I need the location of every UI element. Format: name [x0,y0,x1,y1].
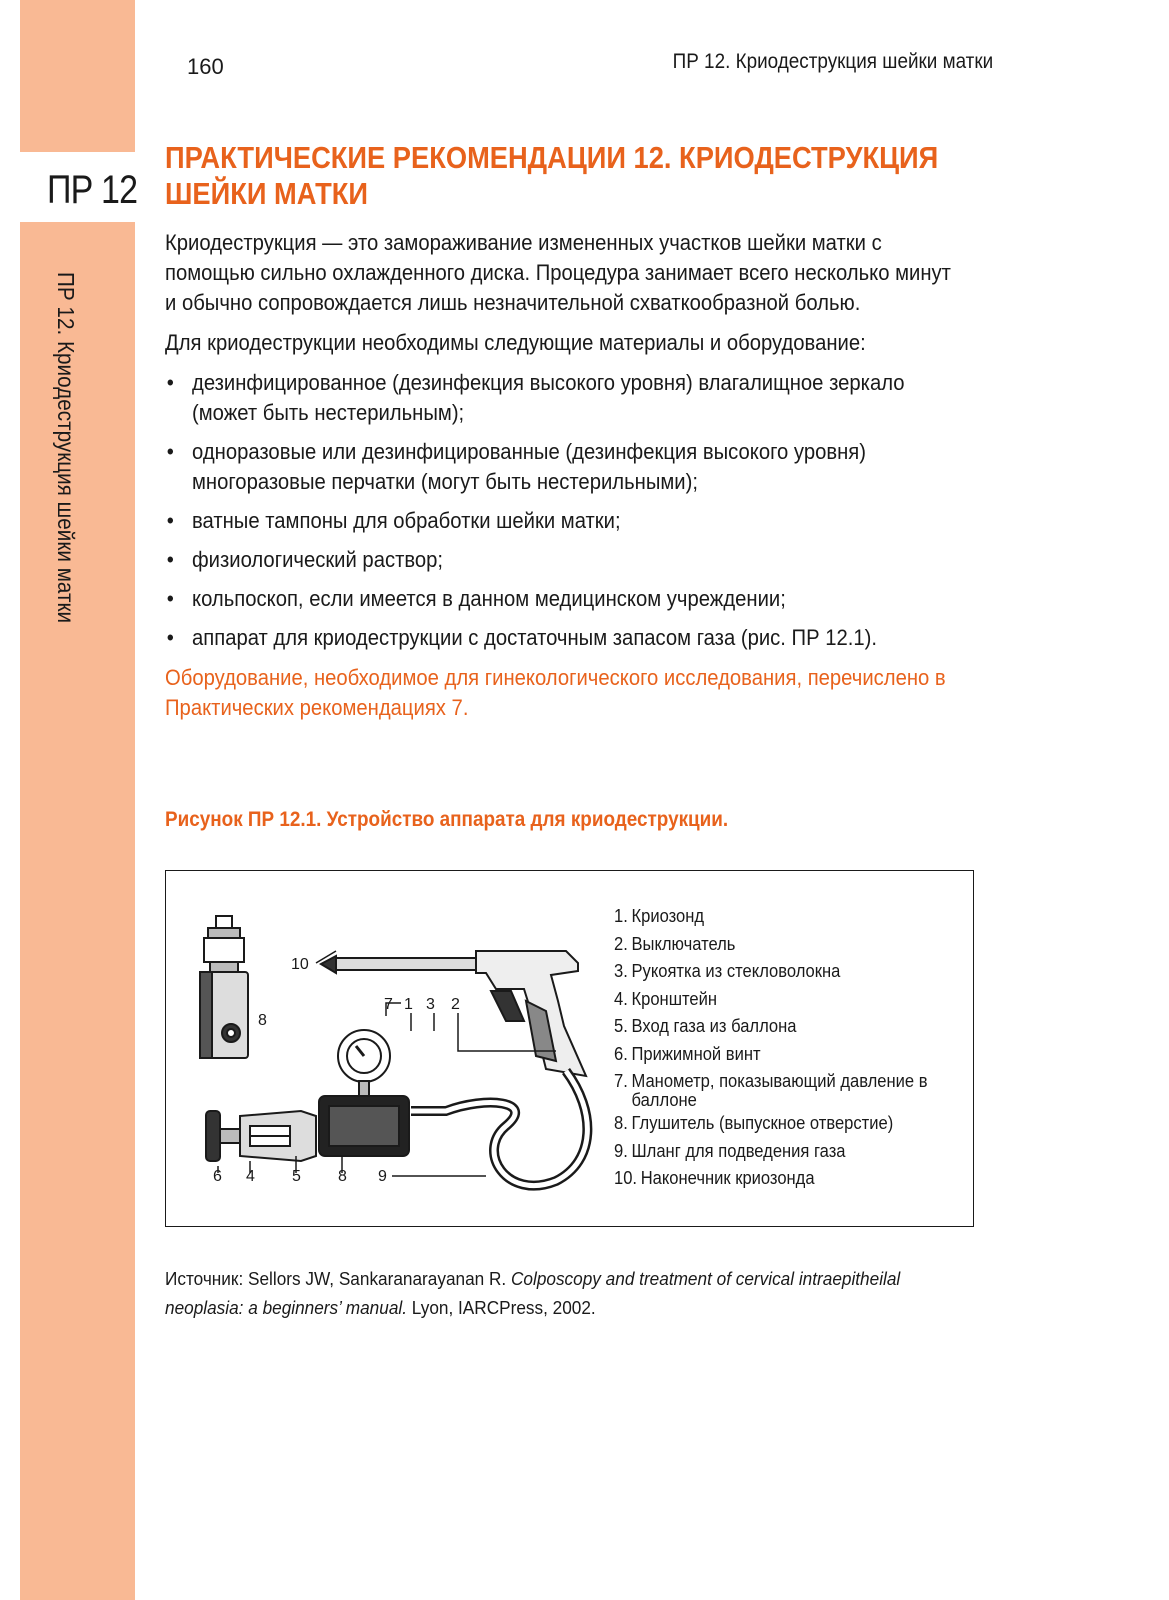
label-5: 5 [292,1168,301,1185]
label-10: 10 [291,956,309,973]
legend-item: 5. Вход газа из баллона [614,1016,797,1036]
figure-frame [165,870,974,1227]
bullet-icon: • [166,370,174,395]
pressure-gauge-icon [338,1030,390,1097]
intro-paragraph: Криодеструкция — это замораживание измененных участков шейки матки с помощью сильно охлажденного диска. Процедура занимает всего несколько минут и обычно сопровождается лишь незначительной схваткообразной болью. [165,230,951,315]
exam-equipment-note: Оборудование, необходимое для гинекологического исследования, перечислено в Практических рекомендациях 7. [165,665,946,720]
gas-cylinder-valve-icon [200,916,248,1058]
legend-item: 1. Криозонд [614,906,705,926]
label-4: 4 [246,1168,255,1185]
label-3: 3 [426,996,435,1013]
figure-legend [614,903,964,1193]
figure-caption: Рисунок ПР 12.1. Устройство аппарата для криодеструкции. [165,808,729,831]
list-item: • одноразовые или дезинфицированные (дезинфекция высокого уровня) многоразовые перчатки (могут быть нестерильными); [166,439,867,494]
label-7: 7 [384,996,393,1013]
page-number: 160 [187,54,224,79]
bullet-icon: • [166,508,174,533]
equipment-list [165,368,966,653]
list-item: • кольпоскоп, если имеется в данном медицинском учреждении; [165,584,966,614]
list-item: • физиологический раствор; [165,545,966,575]
label-8-top: 8 [258,1012,267,1029]
list-intro: Для криодеструкции необходимы следующие материалы и оборудование: [165,330,866,355]
bullet-icon: • [166,625,174,650]
body-text [165,228,966,733]
legend-item: 6. Прижимной винт [614,1043,761,1064]
bullet-icon: • [166,547,174,572]
bullet-icon: • [166,439,174,464]
title-line-2: ШЕЙКИ МАТКИ [165,176,369,211]
bracket-screw-icon [206,1111,316,1161]
legend-item: 9. Шланг для подведения газа [614,1140,846,1161]
list-item: • аппарат для криодеструкции с достаточным запасом газа (рис. ПР 12.1). [165,623,966,653]
label-2: 2 [451,996,460,1013]
title-line-1: ПРАКТИЧЕСКИЕ РЕКОМЕНДАЦИИ 12. КРИОДЕСТРУКЦИЯ [165,140,939,175]
muffler-body-icon [319,1096,409,1156]
label-1: 1 [404,996,413,1013]
side-chapter-label: ПР 12. Криодеструкция шейки матки [53,272,79,624]
legend-item: 7. Манометр, показывающий давление в баллоне [614,1071,928,1110]
legend-item: 8. Глушитель (выпускное отверстие) [614,1113,894,1133]
legend-item: 4. Кронштейн [614,988,717,1009]
chapter-code: ПР 12 [47,168,138,212]
side-tab-bar [20,0,138,1600]
legend-item: 2. Выключатель [614,933,736,954]
page-title [165,140,983,212]
label-9: 9 [378,1168,387,1185]
legend-item: 10. Наконечник криозонда [614,1168,815,1188]
label-6: 6 [213,1168,222,1185]
list-item: • ватные тампоны для обработки шейки матки; [165,506,966,536]
running-head: ПР 12. Криодеструкция шейки матки [672,50,993,73]
label-8-bottom: 8 [338,1168,347,1185]
source-title: Colposcopy and treatment of cervical intraepitheilal neoplasia: a beginners’ manual. [165,1268,901,1318]
bullet-icon: • [166,586,174,611]
list-item: • дезинфицированное (дезинфекция высокого уровня) влагалищное зеркало (может быть нестерильным); [166,370,905,425]
legend-item: 3. Рукоятка из стекловолокна [614,961,841,981]
source-citation: Источник: Sellors JW, Sankaranarayanan R. Colposcopy and treatment of cervical intraepitheilal neoplasia: a beginners’ manual. Lyon, IARCPress, 2002. [165,1268,901,1318]
cryo-device-illustration [186,911,616,1211]
